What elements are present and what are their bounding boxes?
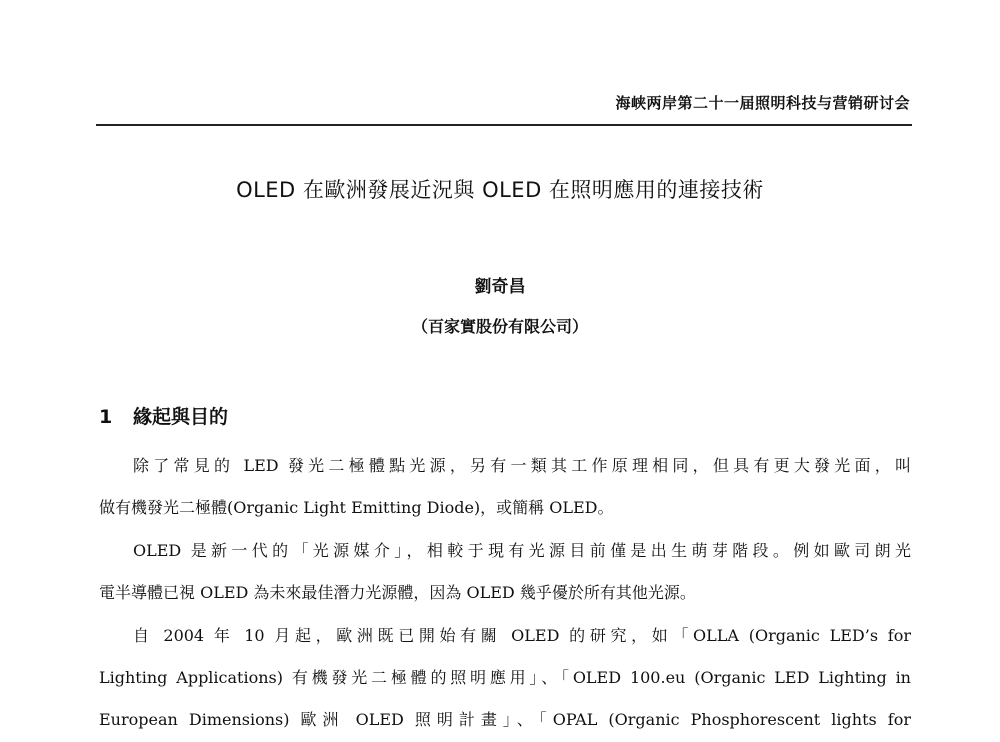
section-title: 緣起與目的: [133, 406, 229, 428]
body-line-1: 除了常見的 LED 發光二極體點光源，另有一類其工作原理相同，但具有更大發光面，叫: [133, 456, 911, 475]
section-heading: [99, 402, 228, 429]
body-line-4: 電半導體已視 OLED 為未來最佳潛力光源體，因為 OLED 幾乎優於所有其他光源。: [99, 583, 696, 602]
body-line-2: 做有機發光二極體(Organic Light Emitting Diode)，或簡稱 OLED。: [99, 498, 614, 517]
paper-title: OLED 在歐洲發展近況與 OLED 在照明應用的連接技術: [236, 178, 764, 202]
author-affiliation: （百家實股份有限公司）: [411, 317, 588, 336]
section-number: 1: [99, 406, 113, 428]
running-header: [96, 90, 912, 126]
body-line-5: 自 2004 年 10 月起，歐洲既已開始有關 OLED 的研究，如「OLLA (Organic LED’s for: [133, 626, 911, 645]
body-line-6: Lighting Applications) 有機發光二極體的照明應用」、「OLED 100.eu (Organic LED Lighting in: [99, 668, 911, 687]
author-name: 劉奇昌: [474, 277, 526, 297]
body-line-7: European Dimensions) 歐洲 OLED 照明計畫」、「OPAL (Organic Phosphorescent lights for: [99, 710, 911, 729]
body-line-3: OLED 是新一代的「光源媒介」，相較于現有光源目前僅是出生萌芽階段。例如歐司朗光: [133, 541, 911, 560]
conference-name: 海峡两岸第二十一届照明科技与营销研讨会: [615, 94, 910, 112]
